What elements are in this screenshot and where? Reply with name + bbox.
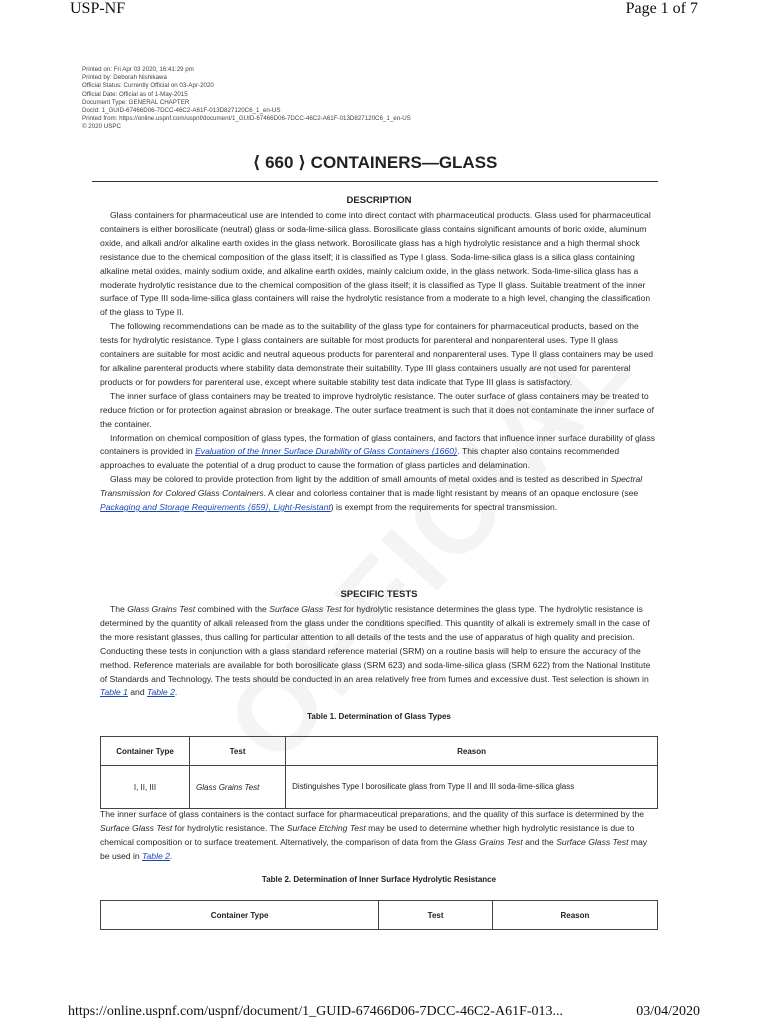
meta-official-date: Official Date: Official as of 1-May-2015: [82, 90, 188, 98]
description-paragraph-3: The inner surface of glass containers may be treated to improve hydrolytic resistance. The outer surface of glass containers may be treated to reduce friction or for protection against abrasion or breakage. The outer surface treatment is such that it does not contaminate the inner surface of the container.: [100, 390, 654, 429]
table-header-cell: Container Type: [101, 901, 379, 930]
title-divider: [92, 181, 658, 182]
specific-tests-body: [100, 603, 658, 700]
description-paragraph-2: The following recommendations can be made as to the suitability of the glass type for containers for pharmaceutical products, based on the tests for hydrolytic resistance. Type I glass containers are suitable for most products for parenteral and nonparenteral uses. Type II glass containers are suitable for most acidic and neutral aqueous products for parenteral and nonparenteral uses. Type II glass containers may be used for alkaline parenteral products where stability data demonstrate their suitability. Type III glass containers usually are not used for parenteral products or for powders for parenteral use, except where suitable stability test data indicate that Type III glass is satisfactory.: [100, 321, 654, 387]
table-header-cell: Reason: [286, 737, 658, 766]
surface-test-body: [100, 808, 658, 864]
table-header-cell: Test: [190, 737, 286, 766]
description-paragraph-5: Glass may be colored to provide protection from light by the addition of small amounts of metal oxides and is tested as described in Spectral Transmission for Colored Glass Containers. A clear and colorless container that is made light resistant by means of an opaque enclosure (see Packaging and Storage Requirements ⟨659⟩, Light-Resistant) is exempt from the requirements for spectral transmission.: [100, 474, 643, 513]
specific-tests-heading: SPECIFIC TESTS: [340, 589, 418, 600]
table-header-cell: Reason: [492, 901, 657, 930]
table-1-link[interactable]: Table 1: [100, 687, 128, 698]
meta-printed-from: Printed from: https://online.uspnf.com/uspnf/document/1_GUID-67466D06-7DCC-46C2-A61F-013D827120C6_1_en-US: [82, 115, 411, 123]
page-number: Page 1 of 7: [625, 0, 698, 17]
table-1: [100, 736, 658, 809]
footer-url: https://online.uspnf.com/uspnf/document/1_GUID-67466D06-7DCC-46C2-A61F-013...: [68, 1004, 564, 1019]
specific-tests-paragraph: The Glass Grains Test combined with the Surface Glass Test for hydrolytic resistance determines the glass type. The hydrolytic resistance is determined by the quantity of alkali released from the glass under the conditions specified. This quantity of alkali is extremely small in the case of the more resistant glasses, thus calling for particular attention to all details of the tests and the use of apparatus of high quality and precision. Conducting these tests in conjunction with a glass standard reference material (SRM) on a routine basis will help to ensure the accuracy of the method. Reference materials are available for both borosilicate glass (SRM 623) and soda-lime-silica glass (SRM 622) from the National Institute of Standards and Technology. The tests should be conducted in an area relatively free from fumes and excessive dust. Test selection is shown in Table 1 and Table 2.: [100, 604, 651, 698]
table-header-cell: Test: [379, 901, 493, 930]
chapter-1660-link[interactable]: Evaluation of the Inner Surface Durability of Glass Containers ⟨1660⟩: [195, 446, 458, 457]
meta-document-type: Document Type: GENERAL CHAPTER: [82, 98, 190, 106]
meta-copyright: © 2020 USPC: [82, 123, 121, 131]
table-2-link[interactable]: Table 2: [147, 687, 175, 698]
table-header-row: [101, 901, 658, 930]
description-body: [100, 209, 658, 515]
table-cell: Distinguishes Type I borosilicate glass from Type II and III soda-lime-silica glass: [286, 766, 658, 809]
table-2-caption: Table 2. Determination of Inner Surface Hydrolytic Resistance: [261, 875, 497, 884]
meta-printed-on: Printed on: Fri Apr 03 2020, 16:41:29 pm: [82, 66, 194, 73]
table-2-link[interactable]: Table 2: [142, 850, 170, 861]
footer-date: 03/04/2020: [636, 1004, 700, 1019]
description-paragraph-4: Information on chemical composition of glass types, the formation of glass containers, and factors that influence inner surface durability of glass containers is provided in Evaluation of the Inner Surface Durability of Glass Containers ⟨1660⟩. This chapter also contains recommended approaches to evaluate the potential of a drug product to cause the formation of glass particles and delamination.: [100, 432, 656, 471]
page-header-left: USP-NF: [70, 0, 126, 17]
description-heading: DESCRIPTION: [346, 195, 412, 206]
meta-printed-by: Printed by: Deborah Nishikawa: [82, 74, 167, 82]
meta-docid: DocId: 1_GUID-67466D06-7DCC-46C2-A61F-013D827120C6_1_en-US: [82, 107, 281, 115]
print-metadata: [82, 66, 411, 132]
table-header-cell: Container Type: [101, 737, 190, 766]
chapter-659-link[interactable]: Packaging and Storage Requirements ⟨659⟩, Light-Resistant: [100, 502, 331, 513]
description-paragraph-1: Glass containers for pharmaceutical use are intended to come into direct contact with pharmaceutical products. Glass used for pharmaceutical containers is either borosilicate (neutral) glass or soda-lime-silica glass. Borosilicate glass contains significant amounts of boric oxide, aluminum oxide, and alkali and/or alkaline earth oxides in the glass network. Borosilicate glass has a high hydrolytic resistance and a high thermal shock resistance due to the chemical composition of the glass itself; it is classified as Type I glass. Soda-lime-silica glass is a silica glass containing alkaline metal oxides, mainly sodium oxide, and alkaline earth oxides, mainly calcium oxide, in the glass network. Soda-lime-silica glass has a moderate hydrolytic resistance due to the chemical composition of the glass itself; it is classified as Type II glass. Suitable treatment of the inner surface of Type III soda-lime-silica glass containers will raise the hydrolytic resistance from a moderate to a high level, changing the classification of the glass to Type II.: [100, 210, 651, 318]
table-cell: Glass Grains Test: [190, 766, 286, 809]
table-cell: I, II, III: [101, 766, 190, 809]
surface-test-paragraph: The inner surface of glass containers is the contact surface for pharmaceutical preparations, and the quality of this surface is determined by the Surface Glass Test for hydrolytic resistance. The Surface Etching Test may be used to determine whether high hydrolytic resistance is due to chemical composition or to surface treatement. Alternatively, the comparison of data from the Glass Grains Test and the Surface Glass Test may be used in Table 2.: [100, 809, 648, 861]
table-header-row: [101, 737, 658, 766]
table-row: [101, 766, 658, 809]
table-2: [100, 900, 658, 930]
meta-official-status: Official Status: Currently Official on 03-Apr-2020: [82, 82, 214, 90]
chapter-title: ⟨ 660 ⟩ CONTAINERS—GLASS: [252, 153, 498, 172]
table-1-caption: Table 1. Determination of Glass Types: [307, 712, 451, 721]
